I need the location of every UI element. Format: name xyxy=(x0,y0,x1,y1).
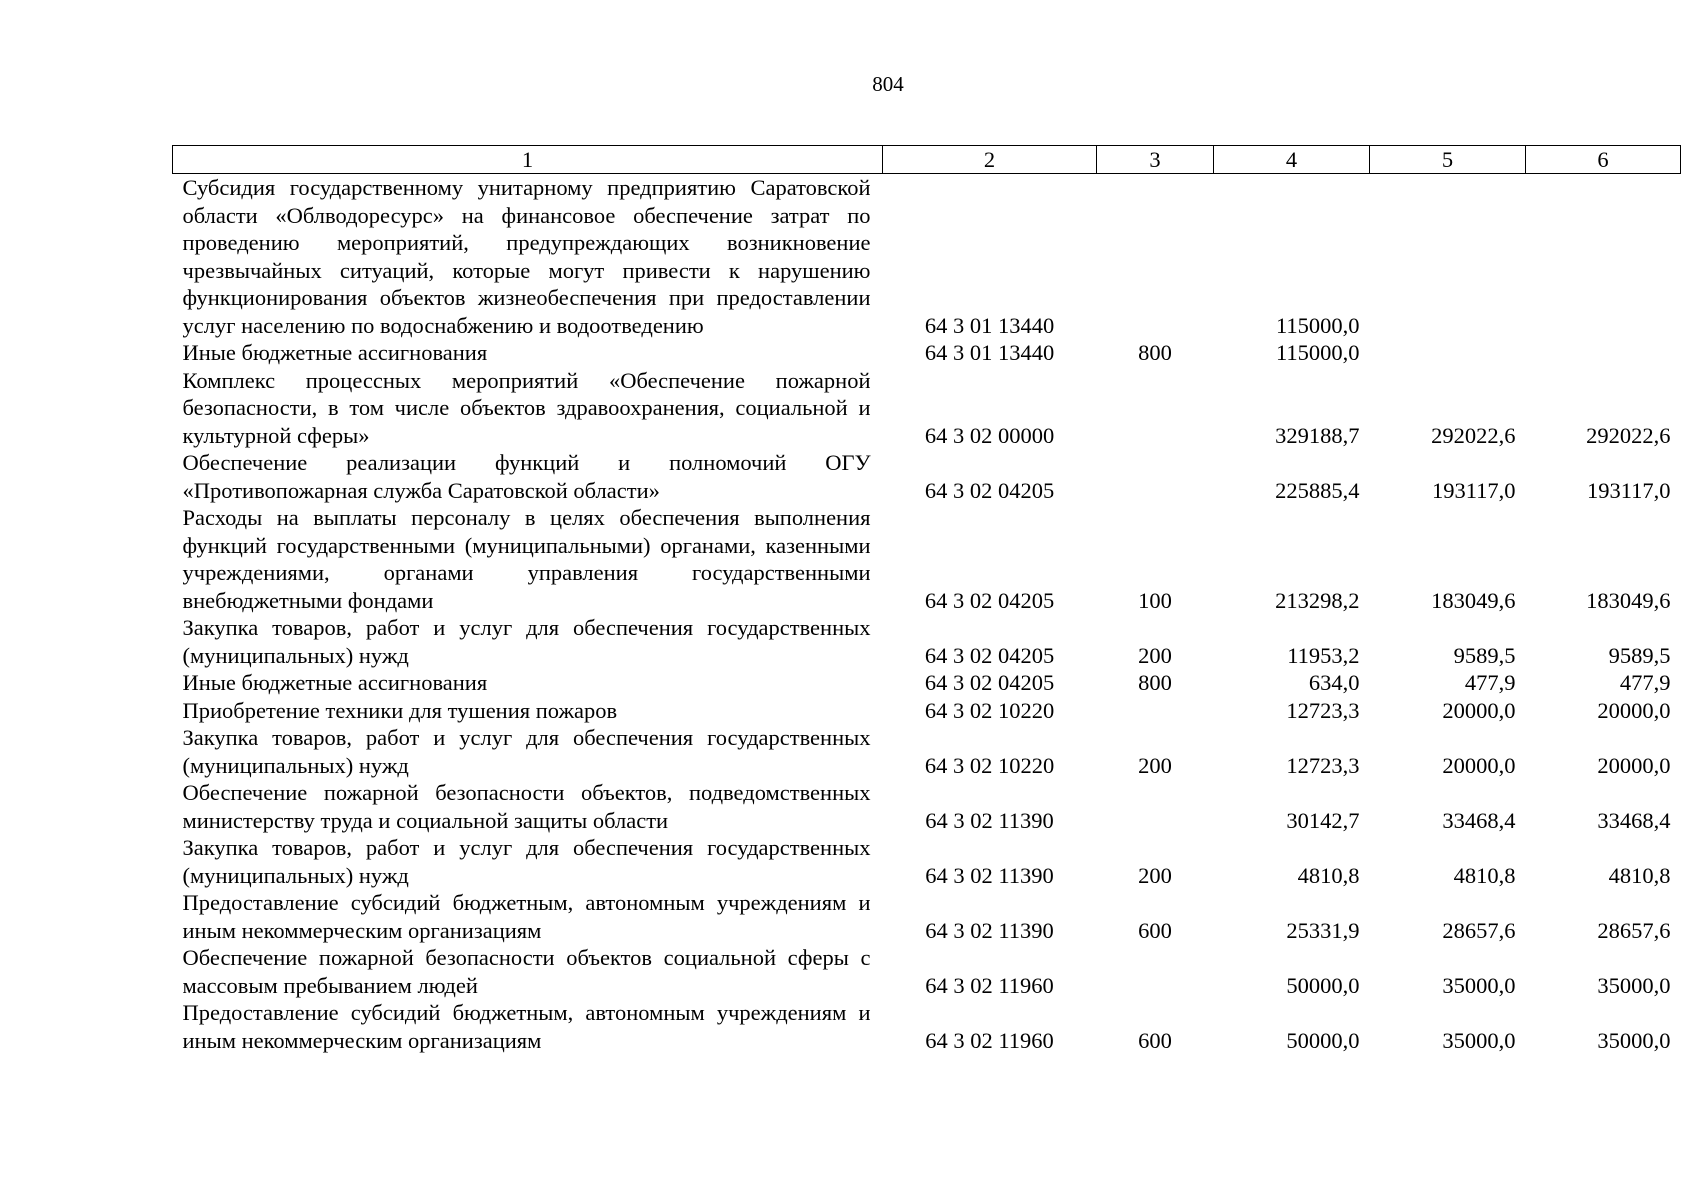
row-value-year3-cell xyxy=(1526,339,1681,367)
table-row xyxy=(173,174,1681,340)
table-row xyxy=(173,504,1681,614)
table-header xyxy=(173,146,1681,174)
table-row xyxy=(173,944,1681,999)
table-row xyxy=(173,614,1681,669)
row-value-year3-cell: 35000,0 xyxy=(1597,1027,1671,1053)
column-header-name: 1 xyxy=(173,146,883,174)
row-value-year1-cell: 12723,3 xyxy=(1286,752,1360,778)
table-row xyxy=(173,449,1681,504)
row-value-year2-cell: 9589,5 xyxy=(1453,642,1516,668)
row-kind-cell xyxy=(1097,367,1214,450)
row-kind-cell: 100 xyxy=(1138,587,1172,613)
row-value-year1-cell: 213298,2 xyxy=(1275,587,1360,613)
row-code-cell: 64 3 01 13440 xyxy=(924,340,1055,365)
row-code-cell: 64 3 02 11390 xyxy=(925,807,1054,833)
row-code-cell: 64 3 02 00000 xyxy=(924,422,1055,448)
row-kind-cell: 800 xyxy=(1138,340,1172,365)
row-code-cell: 64 3 02 11390 xyxy=(925,862,1054,888)
row-kind-cell xyxy=(1097,697,1214,725)
table-row xyxy=(173,779,1681,834)
row-name-cell: Предоставление субсидий бюджетным, автономным учреждениям и иным некоммерческим организациям xyxy=(182,890,871,943)
row-kind-cell: 200 xyxy=(1138,642,1172,668)
row-value-year1-cell: 12723,3 xyxy=(1286,697,1360,723)
table-row xyxy=(173,697,1681,725)
row-kind-cell xyxy=(1097,779,1214,834)
table-row xyxy=(173,724,1681,779)
row-value-year1-cell: 25331,9 xyxy=(1286,917,1360,943)
row-name-cell: Иные бюджетные ассигнования xyxy=(182,670,488,695)
row-kind-cell: 600 xyxy=(1138,1027,1172,1053)
table-row xyxy=(173,889,1681,944)
row-name-cell: Обеспечение пожарной безопасности объектов социальной сферы с массовым пребыванием людей xyxy=(182,945,871,998)
row-value-year3-cell: 28657,6 xyxy=(1597,917,1671,943)
row-value-year2-cell: 477,9 xyxy=(1464,670,1516,695)
row-value-year1-cell: 11953,2 xyxy=(1287,642,1360,668)
row-value-year2-cell: 292022,6 xyxy=(1431,422,1516,448)
row-value-year1-cell: 634,0 xyxy=(1308,670,1360,695)
row-value-year1-cell: 30142,7 xyxy=(1286,807,1360,833)
table-row xyxy=(173,834,1681,889)
row-value-year2-cell: 183049,6 xyxy=(1431,587,1516,613)
column-header-kind: 3 xyxy=(1097,146,1214,174)
row-value-year2-cell xyxy=(1370,174,1526,340)
row-value-year1-cell: 4810,8 xyxy=(1297,862,1360,888)
table-body xyxy=(173,174,1681,1055)
row-value-year2-cell: 193117,0 xyxy=(1431,477,1516,503)
row-value-year3-cell: 35000,0 xyxy=(1597,972,1671,998)
row-value-year1-cell: 50000,0 xyxy=(1286,1027,1360,1053)
row-value-year3-cell: 20000,0 xyxy=(1597,752,1671,778)
row-name-cell: Комплекс процессных мероприятий «Обеспечение пожарной безопасности, в том числе объектов здравоохранения, социальной и культурной сферы» xyxy=(182,367,871,448)
row-kind-cell xyxy=(1097,174,1214,340)
row-name-cell: Закупка товаров, работ и услуг для обеспечения государственных (муниципальных) нужд xyxy=(182,725,871,778)
row-name-cell: Расходы на выплаты персоналу в целях обеспечения выполнения функций государственными (муниципальными) органами, казенными учреждениями, органами управления государственными внебюджетными фондами xyxy=(182,505,871,613)
row-value-year3-cell: 292022,6 xyxy=(1586,422,1671,448)
budget-table xyxy=(172,145,1681,1054)
column-header-year1: 4 xyxy=(1214,146,1370,174)
row-value-year2-cell: 35000,0 xyxy=(1442,972,1516,998)
row-code-cell: 64 3 02 04205 xyxy=(924,642,1055,668)
row-value-year1-cell: 115000,0 xyxy=(1275,312,1360,338)
row-name-cell: Предоставление субсидий бюджетным, автономным учреждениям и иным некоммерческим организациям xyxy=(182,1000,871,1053)
row-value-year2-cell: 35000,0 xyxy=(1442,1027,1516,1053)
row-name-cell: Субсидия государственному унитарному предприятию Саратовской области «Облводоресурс» на финансовое обеспечение затрат по проведению мероприятий, предупреждающих возникновение чрезвычайных ситуаций, которые могут привести к нарушению функционирования объектов жизнеобеспечения при предоставлении услуг населению по водоснабжению и водоотведению xyxy=(182,175,871,338)
row-value-year3-cell: 193117,0 xyxy=(1586,477,1671,503)
row-value-year2-cell: 4810,8 xyxy=(1453,862,1516,888)
row-code-cell: 64 3 02 11960 xyxy=(925,1027,1054,1053)
row-code-cell: 64 3 02 10220 xyxy=(924,752,1055,778)
row-value-year3-cell: 4810,8 xyxy=(1608,862,1671,888)
row-code-cell: 64 3 02 11390 xyxy=(925,917,1054,943)
row-value-year3-cell: 477,9 xyxy=(1619,670,1671,695)
column-header-year3: 6 xyxy=(1526,146,1681,174)
row-code-cell: 64 3 01 13440 xyxy=(924,312,1055,338)
column-header-year2: 5 xyxy=(1370,146,1526,174)
row-name-cell: Иные бюджетные ассигнования xyxy=(182,340,488,365)
table-row xyxy=(173,669,1681,697)
row-value-year2-cell: 28657,6 xyxy=(1442,917,1516,943)
row-value-year1-cell: 225885,4 xyxy=(1275,477,1360,503)
row-value-year3-cell: 20000,0 xyxy=(1597,697,1671,723)
row-code-cell: 64 3 02 04205 xyxy=(924,587,1055,613)
row-code-cell: 64 3 02 04205 xyxy=(924,670,1055,695)
row-kind-cell: 200 xyxy=(1138,752,1172,778)
row-code-cell: 64 3 02 11960 xyxy=(925,972,1054,998)
row-kind-cell: 800 xyxy=(1138,670,1172,695)
page-number: 804 xyxy=(872,72,904,96)
row-value-year1-cell: 115000,0 xyxy=(1275,340,1360,365)
row-value-year2-cell xyxy=(1370,339,1526,367)
row-code-cell: 64 3 02 04205 xyxy=(924,477,1055,503)
row-value-year2-cell: 20000,0 xyxy=(1442,752,1516,778)
row-value-year1-cell: 329188,7 xyxy=(1275,422,1360,448)
row-name-cell: Обеспечение реализации функций и полномочий ОГУ «Противопожарная служба Саратовской области» xyxy=(182,450,871,503)
row-value-year3-cell: 33468,4 xyxy=(1597,807,1671,833)
row-kind-cell: 200 xyxy=(1138,862,1172,888)
row-kind-cell xyxy=(1097,449,1214,504)
table-row xyxy=(173,339,1681,367)
row-name-cell: Обеспечение пожарной безопасности объектов, подведомственных министерству труда и социальной защиты области xyxy=(182,780,871,833)
row-value-year1-cell: 50000,0 xyxy=(1286,972,1360,998)
row-value-year2-cell: 20000,0 xyxy=(1442,697,1516,723)
row-value-year2-cell: 33468,4 xyxy=(1442,807,1516,833)
row-name-cell: Закупка товаров, работ и услуг для обеспечения государственных (муниципальных) нужд xyxy=(182,615,871,668)
table-row xyxy=(173,999,1681,1054)
table-row xyxy=(173,367,1681,450)
row-kind-cell: 600 xyxy=(1138,917,1172,943)
row-code-cell: 64 3 02 10220 xyxy=(924,697,1055,723)
row-name-cell: Приобретение техники для тушения пожаров xyxy=(182,697,618,723)
row-name-cell: Закупка товаров, работ и услуг для обеспечения государственных (муниципальных) нужд xyxy=(182,835,871,888)
row-value-year3-cell: 183049,6 xyxy=(1586,587,1671,613)
row-value-year3-cell: 9589,5 xyxy=(1608,642,1671,668)
row-value-year3-cell xyxy=(1526,174,1681,340)
row-kind-cell xyxy=(1097,944,1214,999)
column-header-code: 2 xyxy=(883,146,1097,174)
header-row xyxy=(173,146,1681,174)
